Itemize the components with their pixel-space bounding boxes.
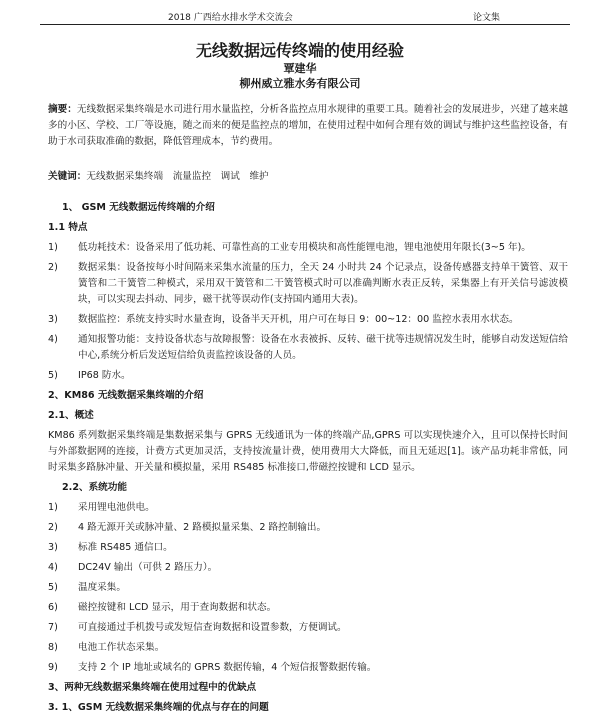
header-conference: 2018 广西给水排水学术交流会 — [168, 13, 293, 23]
list-item: 9) 支持 2 个 IP 地址或域名的 GPRS 数据传输，4 个短信报警数据传输。 — [48, 662, 377, 673]
section-1-heading: 1、 GSM 无线数据远传终端的介绍 — [62, 202, 215, 213]
list-item: 4) 通知报警功能：支持设备状态与故障报警：设备在水表被拆、反转、磁干扰等违规情况发生时，能够自动发送短信给中心,系统分析后发送短信给负责监控该设备的人员。 — [48, 334, 568, 361]
section-1-1-heading: 1.1 特点 — [48, 222, 88, 233]
author-affiliation: 柳州威立雅水务有限公司 — [239, 77, 361, 90]
list-item: 1) 低功耗技术：设备采用了低功耗、可靠性高的工业专用模块和高性能锂电池，锂电池使用年限长(3~5 年)。 — [48, 242, 531, 253]
list-item: 2) 数据采集：设备按每小时间隔来采集水流量的压力，全天 24 小时共 24 个记录点，设备传感器支持单干簧管、双干簧管和二干簧管二种模式，采用双干簧管和二干簧管模式时可以准确判断水表正反转，采集器上有开关信号滤波模块，可以实现去抖动、同步，磁干扰等误动作(支持国内通用大表)。 — [48, 262, 568, 305]
abstract-label: 摘要： — [48, 104, 77, 115]
running-header — [40, 10, 570, 22]
section-3-1-heading: 3. 1、GSM 无线数据采集终端的优点与存在的问题 — [48, 702, 269, 713]
section-2-1-paragraph: KM86 系列数据采集终端是集数据采集与 GPRS 无线通讯为一体的终端产品,GPRS 可以实现快速介入，且可以保持长时间与外部数据网的连接，计费方式更加灵活，支持按流量计费，使用费用大大降低，而且无延迟[1]。该产品功耗非常低，同时采集多路脉冲量、开关量和模拟量，采用 RS485 标准接口,带磁控按键和 LCD 显示。 — [48, 430, 568, 473]
abstract-text: 无线数据采集终端是水司进行用水量监控，分析各监控点用水规律的重要工具。随着社会的发展进步，兴建了越来越多的小区、学校、工厂等设施，随之而来的便是监控点的增加，在使用过程中如何合理有效的调试与维护这些监控设备，有助于水司获取准确的数据，降低管理成本，节约费用。 — [48, 104, 569, 147]
list-item: 7) 可直接通过手机拨号或发短信查询数据和设置参数，方便调试。 — [48, 622, 347, 633]
list-item: 3) 数据监控：系统支持实时水量查询，设备半天开机，用户可在每日 9：00~12：00 监控水表用水状态。 — [48, 314, 519, 325]
keywords-label: 关键词： — [48, 171, 87, 182]
section-3-heading: 3、两种无线数据采集终端在使用过程中的优缺点 — [48, 682, 257, 693]
paper-title: 无线数据远传终端的使用经验 — [195, 41, 404, 60]
abstract — [48, 102, 568, 150]
section-2-1-heading: 2.1、概述 — [48, 410, 94, 421]
list-item: 2) 4 路无源开关或脉冲量、2 路模拟量采集、2 路控制输出。 — [48, 522, 327, 533]
section-2-2-heading: 2.2、系统功能 — [62, 482, 127, 493]
list-item: 6) 磁控按键和 LCD 显示，用于查询数据和状态。 — [48, 602, 277, 613]
author-name: 覃建华 — [283, 62, 317, 75]
list-item: 5) 温度采集。 — [48, 582, 126, 593]
keywords-text: 无线数据采集终端 流量监控 调试 维护 — [86, 171, 269, 182]
list-item: 8) 电池工作状态采集。 — [48, 642, 165, 653]
list-item: 3) 标准 RS485 通信口。 — [48, 542, 173, 553]
keywords — [48, 168, 568, 182]
list-item: 5) IP68 防水。 — [48, 370, 131, 381]
section-2-heading: 2、KM86 无线数据采集终端的介绍 — [48, 390, 204, 401]
list-item: 4) DC24V 输出（可供 2 路压力）。 — [48, 562, 218, 573]
paper-body — [48, 200, 568, 720]
header-rule — [40, 24, 570, 25]
header-collection: 论文集 — [472, 13, 500, 23]
list-item: 1) 采用锂电池供电。 — [48, 502, 155, 513]
